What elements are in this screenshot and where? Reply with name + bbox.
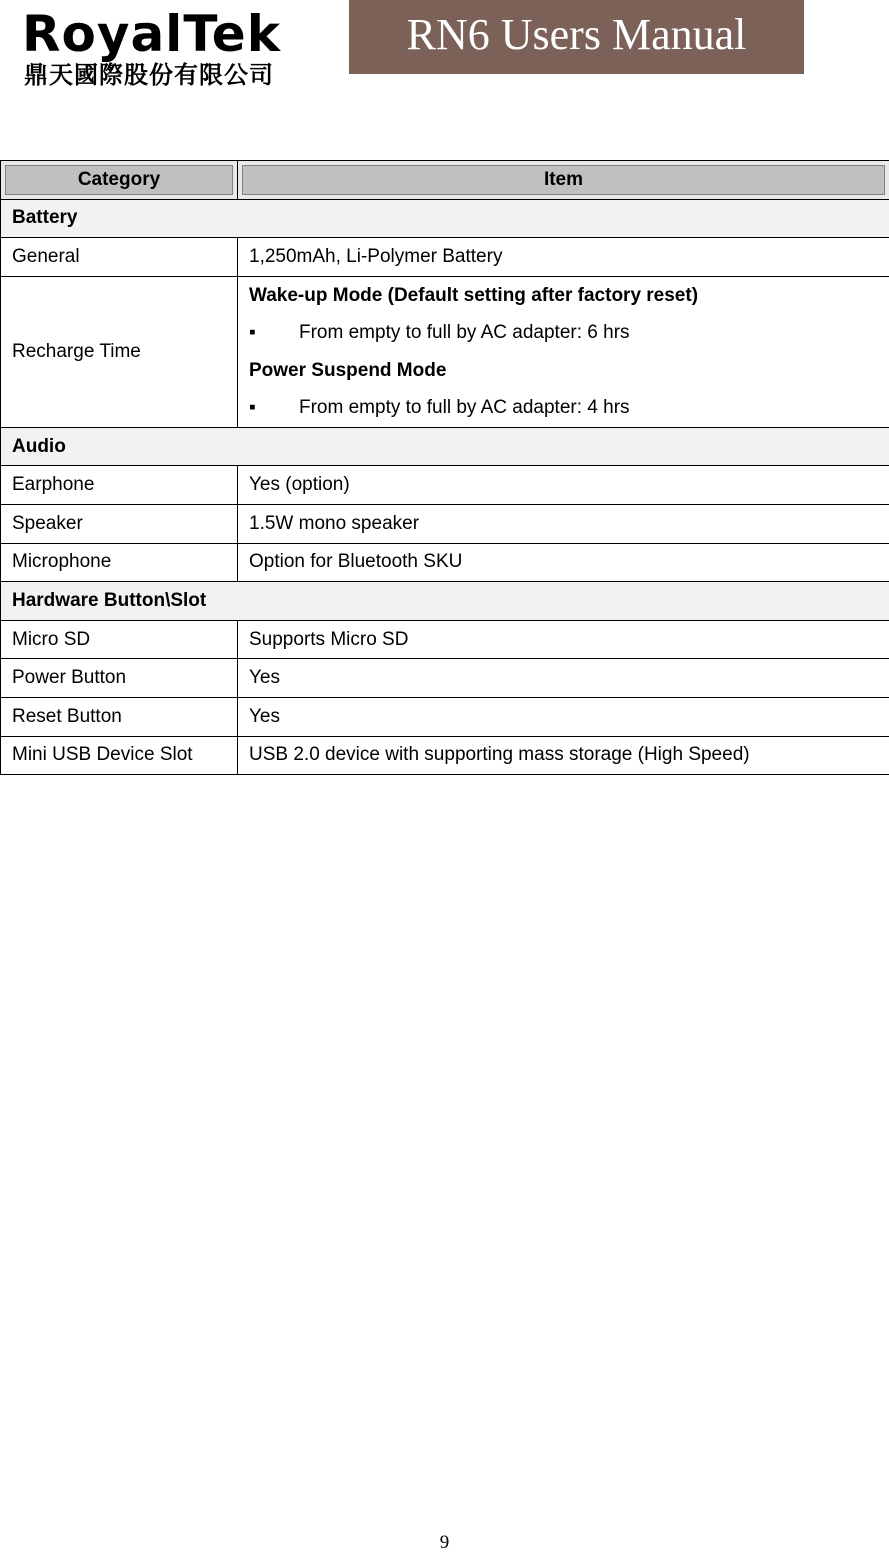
category-cell: Power Button — [1, 659, 238, 698]
table-header-row — [1, 161, 889, 200]
table-row — [1, 504, 889, 543]
table-row — [1, 238, 889, 277]
section-row-audio — [1, 427, 889, 466]
item-cell: Yes — [238, 659, 889, 698]
bullet-item — [249, 389, 878, 427]
item-cell: 1,250mAh, Li-Polymer Battery — [238, 238, 889, 277]
item-cell: Yes — [238, 697, 889, 736]
logo-chinese-name: 鼎天國際股份有限公司 — [24, 60, 274, 90]
column-header-category: Category — [1, 161, 238, 200]
power-suspend-mode-title: Power Suspend Mode — [249, 352, 878, 390]
item-cell: Yes (option) — [238, 466, 889, 505]
table-row-recharge-time — [1, 276, 889, 427]
manual-title-banner: RN6 Users Manual — [349, 0, 804, 74]
category-cell: Microphone — [1, 543, 238, 582]
bullet-text: From empty to full by AC adapter: 6 hrs — [299, 314, 630, 352]
category-cell: Earphone — [1, 466, 238, 505]
table-row — [1, 620, 889, 659]
item-cell-recharge-details — [238, 276, 889, 427]
logo-wordmark: RoyalTek — [22, 6, 281, 62]
category-cell: Speaker — [1, 504, 238, 543]
page-number: 9 — [0, 1532, 889, 1554]
category-cell: Recharge Time — [1, 276, 238, 427]
category-cell: General — [1, 238, 238, 277]
table-row — [1, 466, 889, 505]
section-title-audio: Audio — [1, 427, 889, 466]
section-title-hardware: Hardware Button\Slot — [1, 582, 889, 621]
wake-up-mode-title: Wake-up Mode (Default setting after factory reset) — [249, 277, 878, 315]
table-row — [1, 736, 889, 775]
bullet-icon: ▪ — [249, 389, 299, 427]
item-cell: 1.5W mono speaker — [238, 504, 889, 543]
company-logo — [22, 6, 326, 90]
section-row-hardware — [1, 582, 889, 621]
item-cell: Option for Bluetooth SKU — [238, 543, 889, 582]
item-cell: USB 2.0 device with supporting mass storage (High Speed) — [238, 736, 889, 775]
bullet-icon: ▪ — [249, 314, 299, 352]
section-row-battery — [1, 199, 889, 238]
category-cell: Micro SD — [1, 620, 238, 659]
category-cell: Mini USB Device Slot — [1, 736, 238, 775]
table-row — [1, 543, 889, 582]
section-title-battery: Battery — [1, 199, 889, 238]
bullet-text: From empty to full by AC adapter: 4 hrs — [299, 389, 630, 427]
bullet-item — [249, 314, 878, 352]
category-cell: Reset Button — [1, 697, 238, 736]
item-cell: Supports Micro SD — [238, 620, 889, 659]
table-row — [1, 659, 889, 698]
spec-table — [0, 160, 889, 775]
table-row — [1, 697, 889, 736]
column-header-item: Item — [238, 161, 889, 200]
